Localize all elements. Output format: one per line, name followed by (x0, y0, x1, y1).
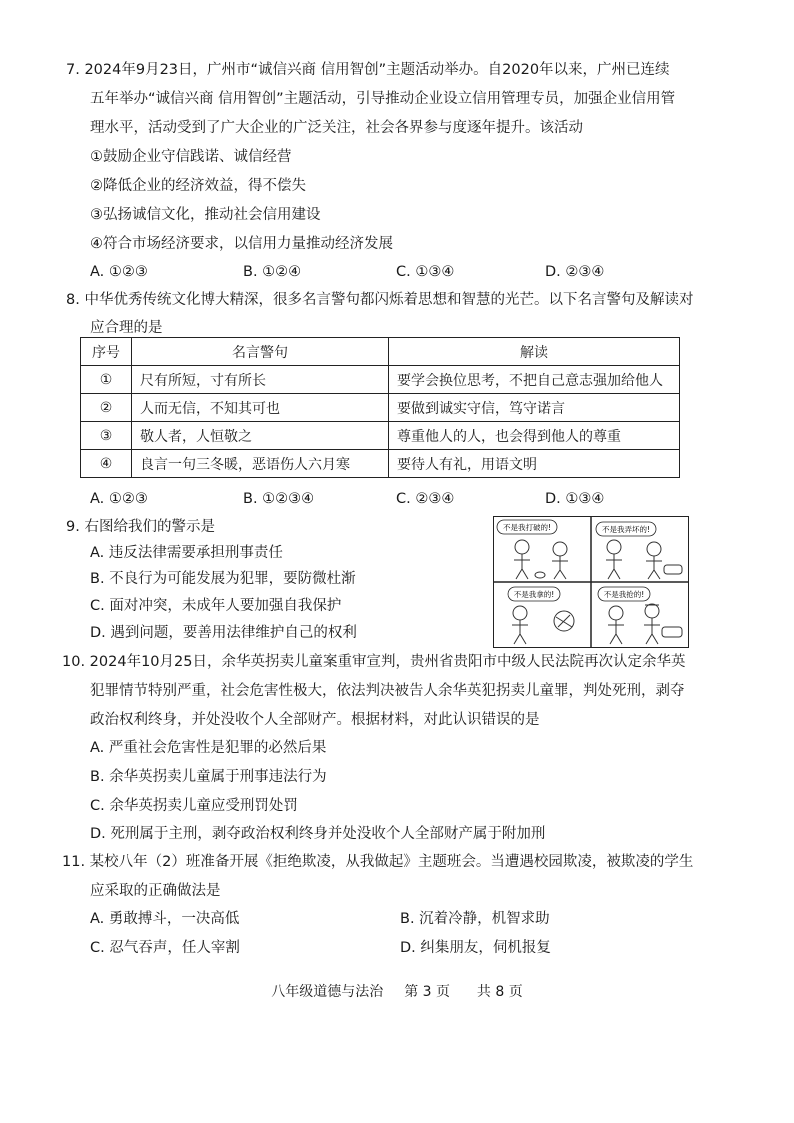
q8-table (80, 337, 680, 478)
q8-stem-line-1: 8. 中华优秀传统文化博大精深，很多名言警句都闪烁着思想和智慧的光芒。以下名言警句及解读对 (66, 292, 694, 308)
table-row (81, 422, 680, 450)
q10-option-b: B. 余华英拐卖儿童属于刑事违法行为 (90, 769, 327, 785)
q10-option-d: D. 死刑属于主刑，剥夺政治权利终身并处没收个人全部财产属于附加刑 (90, 826, 546, 842)
footer-subject: 八年级道德与法治 (271, 984, 384, 1000)
q10-option-c: C. 余华英拐卖儿童应受刑罚处罚 (90, 798, 298, 814)
footer-total-pages: 共 8 页 (476, 984, 523, 1000)
q11-stem-line-1: 11. 某校八年（2）班准备开展《拒绝欺凌，从我做起》主题班会。当遭遇校园欺凌，被欺凌的学生 (62, 854, 694, 870)
q7-item-4: ④符合市场经济要求，以信用力量推动经济发展 (90, 236, 393, 252)
q11-option-b: B. 沉着冷静，机智求助 (400, 911, 550, 927)
table-cell-quote: 敬人者，人恒敬之 (132, 422, 389, 450)
q8-option-b: B. ①②③④ (243, 491, 315, 507)
comic-panel-2-figures (606, 540, 682, 579)
q7-item-1: ①鼓励企业守信践诺、诚信经营 (90, 149, 292, 165)
table-header-quote: 名言警句 (132, 338, 389, 366)
table-cell-quote: 人而无信，不知其可也 (132, 394, 389, 422)
q7-item-2: ②降低企业的经济效益，得不偿失 (90, 178, 306, 194)
q9-comic-illustration (493, 516, 689, 648)
table-cell-quote: 良言一句三冬暖，恶语伤人六月寒 (132, 450, 389, 478)
q7-option-a: A. ①②③ (90, 264, 148, 280)
footer-page-number: 第 3 页 (404, 984, 450, 1000)
table-cell-interpretation: 要做到诚实守信，笃守诺言 (389, 394, 680, 422)
q7-stem-line-1: 7. 2024年9月23日，广州市“诚信兴商 信用智创”主题活动举办。自2020年以来，广州已连续 (66, 62, 670, 78)
q7-option-d: D. ②③④ (545, 264, 605, 280)
q7-stem-line-3: 理水平，活动受到了广大企业的广泛关注，社会各界参与度逐年提升。该活动 (90, 120, 583, 136)
table-row (81, 450, 680, 478)
table-header-number: 序号 (81, 338, 132, 366)
comic-bubble-text-1: 不是我打破的! (502, 523, 552, 532)
q8-option-d: D. ①③④ (545, 491, 605, 507)
comic-panel-1-figures (514, 540, 568, 579)
q10-stem-line-3: 政治权利终身，并处没收个人全部财产。根据材料，对此认识错误的是 (90, 712, 540, 728)
q8-option-c: C. ②③④ (396, 491, 455, 507)
q9-stem: 9. 右图给我们的警示是 (66, 519, 215, 535)
table-header-row (81, 338, 680, 366)
q8-stem-line-2: 应合理的是 (90, 320, 163, 336)
q10-stem-line-1: 10. 2024年10月25日，余华英拐卖儿童案重审宣判，贵州省贵阳市中级人民法院再次认定余华英 (62, 654, 686, 670)
table-row (81, 366, 680, 394)
comic-bubble-text-2: 不是我弄坏的! (601, 525, 651, 534)
q11-option-a: A. 勇敢搏斗，一决高低 (90, 911, 240, 927)
table-cell-number: ① (81, 366, 132, 394)
table-cell-number: ② (81, 394, 132, 422)
q10-stem-line-2: 犯罪情节特别严重，社会危害性极大，依法判决被告人余华英犯拐卖儿童罪，判处死刑，剥夺 (90, 683, 685, 699)
comic-bubble-text-3: 不是我拿的! (513, 590, 555, 599)
table-cell-number: ③ (81, 422, 132, 450)
q11-option-c: C. 忍气吞声，任人宰割 (90, 940, 240, 956)
table-cell-interpretation: 尊重他人的人，也会得到他人的尊重 (389, 422, 680, 450)
q11-option-d: D. 纠集朋友，伺机报复 (400, 940, 551, 956)
q8-option-a: A. ①②③ (90, 491, 148, 507)
table-cell-number: ④ (81, 450, 132, 478)
table-cell-interpretation: 要学会换位思考，不把自己意志强加给他人 (389, 366, 680, 394)
q11-stem-line-2: 应采取的正确做法是 (90, 883, 221, 899)
q9-option-d: D. 遇到问题，要善用法律维护自己的权利 (90, 625, 357, 641)
q9-option-a: A. 违反法律需要承担刑事责任 (90, 545, 283, 561)
table-row (81, 394, 680, 422)
q7-option-b: B. ①②④ (243, 264, 302, 280)
comic-bubble-text-4: 不是我抢的! (603, 590, 645, 599)
table-header-interpretation: 解读 (389, 338, 680, 366)
q7-option-c: C. ①③④ (396, 264, 455, 280)
comic-drawing (494, 517, 688, 647)
q7-item-3: ③弘扬诚信文化，推动社会信用建设 (90, 207, 321, 223)
table-cell-quote: 尺有所短，寸有所长 (132, 366, 389, 394)
page-footer (0, 981, 794, 1001)
q9-option-c: C. 面对冲突，未成年人要加强自我保护 (90, 598, 342, 614)
comic-panel-3-figures (512, 606, 574, 644)
table-cell-interpretation: 要待人有礼，用语文明 (389, 450, 680, 478)
q9-option-b: B. 不良行为可能发展为犯罪，要防微杜渐 (90, 571, 356, 587)
q7-stem-line-2: 五年举办“诚信兴商 信用智创”主题活动，引导推动企业设立信用管理专员，加强企业信用管 (90, 91, 676, 107)
comic-panel-4-figures (608, 604, 682, 644)
q10-option-a: A. 严重社会危害性是犯罪的必然后果 (90, 740, 327, 756)
